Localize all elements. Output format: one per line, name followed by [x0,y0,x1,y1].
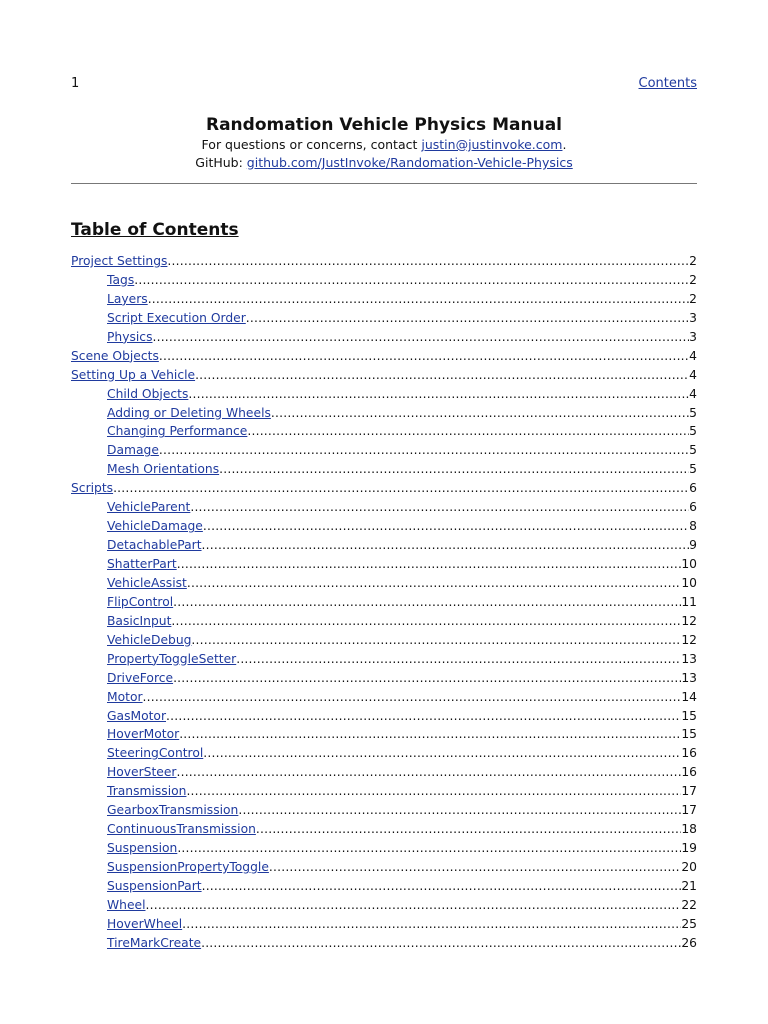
toc-leader-dots [134,271,689,290]
toc-page-number: 2 [689,291,697,306]
toc-entry [71,612,697,631]
toc-page-number: 4 [689,348,697,363]
toc-entry [71,707,697,726]
toc-entry [71,536,697,555]
toc-page-number: 3 [689,310,697,325]
toc-entry [71,309,697,328]
toc-entry [71,366,697,385]
toc-entry-link[interactable]: VehicleAssist [107,575,187,590]
toc-leader-dots [182,915,681,934]
toc-leader-dots [166,707,681,726]
toc-entry [71,422,697,441]
toc-page-number: 20 [681,860,697,874]
contact-prefix: For questions or concerns, contact [201,137,422,152]
toc-page-number: 22 [681,897,697,912]
toc-leader-dots [173,669,681,688]
toc-entry [71,763,697,782]
toc-entry-link[interactable]: SuspensionPropertyToggle [107,860,269,874]
toc-leader-dots [177,839,681,858]
toc-entry [71,574,697,593]
toc-leader-dots [202,877,682,896]
toc-entry [71,460,697,479]
toc-entry-link[interactable]: Motor [107,689,143,704]
toc-page-number: 8 [689,519,697,534]
toc-entry-link[interactable]: Damage [107,443,159,458]
toc-leader-dots [247,422,689,441]
toc-entry-link[interactable]: ShatterPart [107,557,177,571]
toc-entry-link[interactable]: HoverSteer [107,765,177,780]
toc-leader-dots [143,688,682,707]
toc-leader-dots [113,479,689,498]
toc-leader-dots [203,744,681,763]
toc-entry [71,650,697,669]
toc-entry [71,290,697,309]
toc-entry-link[interactable]: Setting Up a Vehicle [71,367,196,382]
toc-entry-link[interactable]: VehicleParent [107,500,191,515]
toc-entry [71,593,697,612]
toc-leader-dots [167,252,689,271]
toc-page-number: 5 [689,424,697,439]
toc-entry-link[interactable]: PropertyToggleSetter [107,651,237,666]
toc-entry [71,782,697,801]
toc-page-number: 16 [681,746,697,761]
header-divider [71,183,697,184]
toc-leader-dots [152,328,689,347]
document-title: Randomation Vehicle Physics Manual [206,115,562,135]
toc-leader-dots [171,612,681,631]
toc-page-number: 12 [681,613,697,628]
toc-entry [71,328,697,347]
toc-entry-link[interactable]: ContinuousTransmission [107,822,256,837]
toc-leader-dots [186,782,681,801]
toc-entry-link[interactable]: SuspensionPart [107,878,202,893]
toc-entry [71,839,697,858]
toc-entry-link[interactable]: Scene Objects [71,348,159,363]
toc-entry-link[interactable]: Wheel [107,897,146,912]
toc-page-number: 2 [689,272,697,287]
toc-page-number: 15 [681,727,697,742]
toc-leader-dots [219,460,689,479]
toc-page-number: 4 [689,367,697,382]
toc-page-number: 2 [689,254,697,268]
toc-page-number: 14 [681,689,697,704]
toc-entry [71,877,697,896]
contact-suffix: . [562,137,567,152]
toc-page-number: 13 [681,651,697,666]
toc-leader-dots [256,820,681,839]
toc-entry [71,441,697,460]
toc-page-number: 5 [689,462,697,477]
toc-leader-dots [179,725,681,744]
page-number: 1 [71,76,80,91]
toc-entry [71,688,697,707]
toc-leader-dots [269,858,681,877]
toc-entry-link[interactable]: Script Execution Order [107,310,246,325]
github-prefix: GitHub: [195,155,247,170]
toc-leader-dots [191,631,681,650]
toc-leader-dots [173,593,681,612]
toc-entry [71,479,697,498]
toc-entry [71,801,697,820]
toc-entry [71,725,697,744]
toc-page-number: 26 [681,935,697,950]
toc-leader-dots [159,441,689,460]
toc-leader-dots [188,385,689,404]
toc-leader-dots [159,347,689,366]
toc-entry-link[interactable]: Changing Performance [107,424,248,439]
toc-page-number: 25 [681,916,697,931]
toc-leader-dots [195,366,689,385]
toc-entry-link[interactable]: SteeringControl [107,746,204,761]
toc-page-number: 18 [681,822,697,837]
toc-page-number: 10 [681,575,697,590]
contact-line [71,136,697,154]
toc-entry-link[interactable]: DetachablePart [107,538,202,553]
toc-entry [71,820,697,839]
toc-leader-dots [176,763,681,782]
toc-page-number: 10 [681,557,697,571]
toc-page-number: 6 [689,500,697,515]
title-block [71,114,697,172]
toc-entry-link[interactable]: Mesh Orientations [107,462,220,477]
contact-email-link[interactable]: justin@justinvoke.com [421,137,563,152]
toc-entry-link[interactable]: FlipControl [107,594,174,609]
toc-entry-link[interactable]: TireMarkCreate [107,935,202,950]
toc-leader-dots [236,650,681,669]
toc-page-number: 16 [681,765,697,780]
toc-leader-dots [190,498,689,517]
toc-entry-link[interactable]: VehicleDebug [107,632,192,647]
toc-page-number: 21 [681,878,697,893]
github-link[interactable]: github.com/JustInvoke/Randomation-Vehicle-Physics [246,155,573,170]
toc-entry [71,385,697,404]
toc-leader-dots [201,934,681,953]
toc-page-number: 13 [681,670,697,685]
toc-leader-dots [148,290,689,309]
toc-page-number: 6 [689,481,697,496]
toc-entry-link[interactable]: Scripts [71,481,114,496]
toc-page-number: 4 [689,386,697,401]
toc-entry [71,631,697,650]
toc-entry [71,271,697,290]
toc-entry-link[interactable]: DriveForce [107,670,174,685]
toc-entry-link[interactable]: Physics [107,329,153,344]
toc-leader-dots [202,536,690,555]
toc-entry [71,896,697,915]
toc-page-number: 5 [689,443,697,458]
toc-entry-link[interactable]: Adding or Deleting Wheels [107,405,271,420]
toc-entry-link[interactable]: HoverWheel [107,916,183,931]
toc-entry [71,555,697,574]
toc-entry-link[interactable]: Layers [107,291,148,306]
toc-entry-link[interactable]: Suspension [107,841,178,856]
table-of-contents [71,252,697,953]
toc-entry [71,915,697,934]
toc-entry-link[interactable]: HoverMotor [107,727,180,742]
toc-page-number: 9 [689,538,697,553]
toc-leader-dots [246,309,689,328]
toc-entry [71,404,697,423]
toc-entry-link[interactable]: GasMotor [107,708,167,723]
toc-leader-dots [203,517,689,536]
toc-leader-dots [271,404,689,423]
toc-entry-link[interactable]: Transmission [107,784,187,799]
toc-entry-link[interactable]: BasicInput [107,613,172,628]
toc-page-number: 3 [689,329,697,344]
toc-entry [71,858,697,877]
toc-page-number: 17 [681,803,697,818]
toc-entry [71,669,697,688]
toc-page-number: 11 [681,594,697,609]
toc-entry [71,517,697,536]
toc-heading: Table of Contents [71,220,239,240]
github-line [71,154,697,172]
toc-page-number: 17 [681,784,697,799]
toc-leader-dots [187,574,681,593]
toc-entry-link[interactable]: Child Objects [107,386,189,401]
toc-entry [71,252,697,271]
toc-entry-link[interactable]: Tags [107,272,135,287]
toc-entry [71,744,697,763]
toc-entry-link[interactable]: VehicleDamage [107,519,203,534]
toc-entry [71,498,697,517]
toc-entry-link[interactable]: Project Settings [71,254,168,268]
toc-leader-dots [146,896,682,915]
toc-leader-dots [238,801,681,820]
contents-link[interactable]: Contents [638,76,697,91]
toc-entry-link[interactable]: GearboxTransmission [107,803,239,818]
toc-page-number: 12 [681,632,697,647]
toc-page-number: 5 [689,405,697,420]
toc-page-number: 15 [681,708,697,723]
toc-page-number: 19 [681,841,697,856]
toc-leader-dots [177,555,682,574]
toc-entry [71,934,697,953]
toc-entry [71,347,697,366]
